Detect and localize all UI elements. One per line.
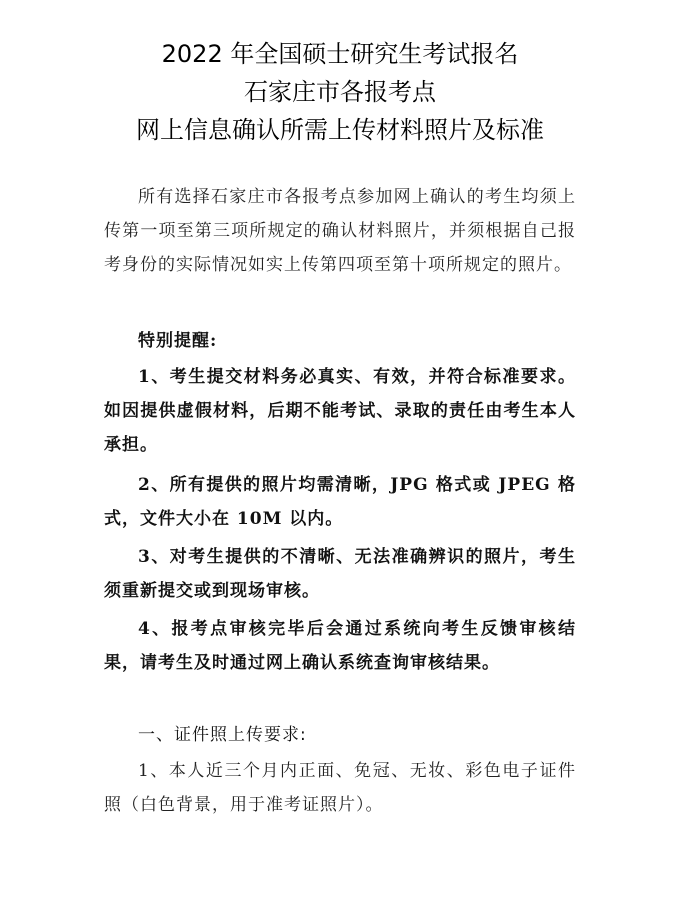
section-1-heading: 一、证件照上传要求: — [138, 725, 307, 745]
title-line-2: 石家庄市各报考点 — [244, 78, 436, 106]
intro-paragraph: 所有选择石家庄市各报考点参加网上确认的考生均须上传第一项至第三项所规定的确认材料照片，并须根据自己报考身份的实际情况如实上传第四项至第十项所规定的照片。 — [104, 187, 576, 275]
section-1-item: 1、本人近三个月内正面、免冠、无妆、彩色电子证件照（白色背景，用于准考证照片）。 — [104, 761, 576, 815]
reminder-item: 4、报考点审核完毕后会通过系统向考生反馈审核结果，请考生及时通过网上确认系统查询审核结果。 — [104, 619, 576, 673]
reminder-heading: 特别提醒: — [138, 331, 218, 351]
reminder-item: 3、对考生提供的不清晰、无法准确辨识的照片，考生须重新提交或到现场审核。 — [104, 547, 576, 601]
reminder-item: 2、所有提供的照片均需清晰，JPG 格式或 JPEG 格式，文件大小在 10M 以内。 — [104, 475, 576, 529]
reminder-item: 1、考生提交材料务必真实、有效，并符合标准要求。如因提供虚假材料，后期不能考试、录取的责任由考生本人承担。 — [104, 367, 576, 455]
title-line-1: 2022 年全国硕士研究生考试报名 — [161, 40, 519, 68]
title-line-3: 网上信息确认所需上传材料照片及标准 — [136, 116, 544, 144]
